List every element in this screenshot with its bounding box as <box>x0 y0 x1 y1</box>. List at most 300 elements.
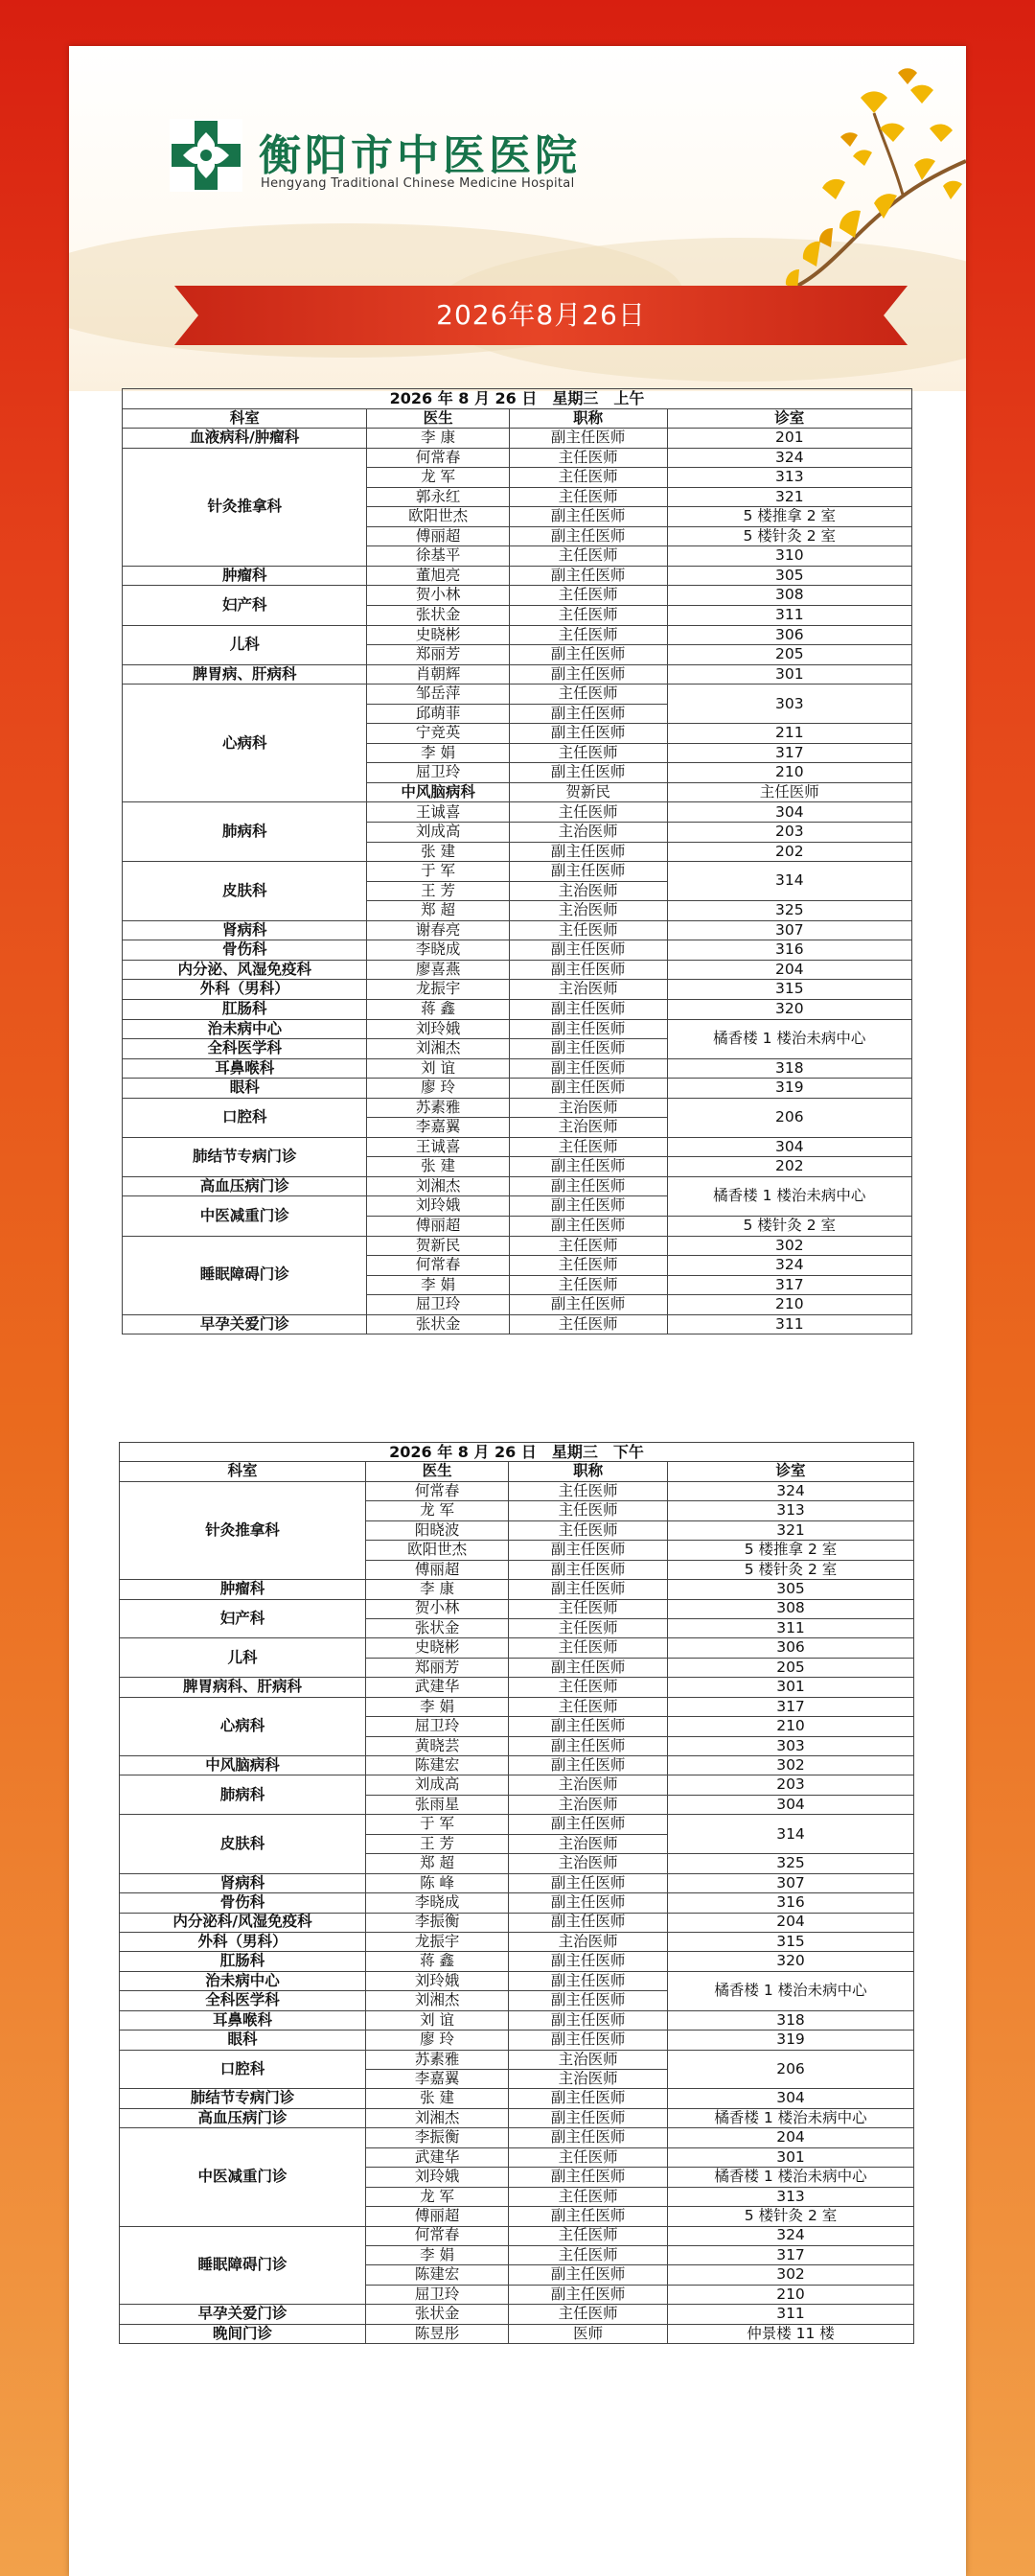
title-cell: 主任医师 <box>509 468 667 488</box>
doctor-cell: 张状金 <box>367 606 509 626</box>
doctor-cell: 蒋 鑫 <box>365 1952 508 1971</box>
department-cell: 全科医学科 <box>120 1991 366 2010</box>
department-cell: 肿瘤科 <box>120 1580 366 1599</box>
column-header: 医生 <box>365 1462 508 1481</box>
doctor-cell: 何常春 <box>365 2226 508 2245</box>
department-cell: 中医减重门诊 <box>120 2128 366 2226</box>
department-cell: 肾病科 <box>120 1873 366 1892</box>
title-cell: 主任医师 <box>509 2147 668 2167</box>
department-cell: 高血压病门诊 <box>120 2108 366 2127</box>
department-cell: 骨伤科 <box>123 940 367 961</box>
title-cell: 医师 <box>509 2324 668 2343</box>
doctor-cell: 李振衡 <box>365 1913 508 1932</box>
department-cell: 肾病科 <box>123 920 367 940</box>
title-cell: 副主任医师 <box>509 999 667 1019</box>
doctor-cell: 李 娟 <box>365 2245 508 2264</box>
title-cell: 主治医师 <box>509 2050 668 2069</box>
table-row <box>120 2031 914 2050</box>
ginkgo-branch-icon <box>778 56 966 314</box>
doctor-cell: 傅丽超 <box>365 2207 508 2226</box>
doctor-cell: 刘玲娥 <box>367 1196 509 1217</box>
table-header-row <box>120 1462 914 1481</box>
table-row <box>123 625 912 645</box>
table-row <box>123 1314 912 1334</box>
hospital-name: 衡阳市中医医院 <box>259 131 581 180</box>
room-cell: 205 <box>667 645 911 665</box>
doctor-cell: 傅丽超 <box>367 1216 509 1236</box>
department-cell: 肛肠科 <box>120 1952 366 1971</box>
title-cell: 主任医师 <box>509 1520 668 1540</box>
title-cell: 副主任医师 <box>509 1658 668 1677</box>
department-cell: 肺结节专病门诊 <box>120 2089 366 2108</box>
doctor-cell: 董旭亮 <box>367 566 509 586</box>
department-cell: 全科医学科 <box>123 1039 367 1059</box>
room-cell: 308 <box>667 586 911 606</box>
room-cell: 204 <box>668 1913 914 1932</box>
room-cell: 橘香楼 1 楼治未病中心 <box>668 2108 914 2127</box>
doctor-cell: 李 娟 <box>365 1697 508 1716</box>
room-cell: 5 楼针灸 2 室 <box>668 2207 914 2226</box>
morning-schedule-table <box>122 388 912 1334</box>
column-header: 科室 <box>120 1462 366 1481</box>
title-cell: 主治医师 <box>509 901 667 921</box>
room-cell: 321 <box>668 1520 914 1540</box>
room-cell: 203 <box>667 823 911 843</box>
doctor-cell: 郑丽芳 <box>365 1658 508 1677</box>
title-cell: 副主任医师 <box>509 2010 668 2030</box>
doctor-cell: 陈 峰 <box>365 1873 508 1892</box>
room-cell: 302 <box>668 1756 914 1775</box>
table-row <box>120 1893 914 1913</box>
table-row <box>123 1058 912 1079</box>
room-cell: 210 <box>667 763 911 783</box>
doctor-cell: 王诚喜 <box>367 1137 509 1157</box>
room-cell: 202 <box>667 1157 911 1177</box>
doctor-cell: 武建华 <box>365 2147 508 2167</box>
title-cell: 主治医师 <box>509 1118 667 1138</box>
room-cell: 206 <box>667 1098 911 1137</box>
room-cell: 橘香楼 1 楼治未病中心 <box>667 1176 911 1216</box>
room-cell: 305 <box>668 1580 914 1599</box>
doctor-cell: 贺小林 <box>367 586 509 606</box>
room-cell: 307 <box>667 920 911 940</box>
title-cell: 主任医师 <box>509 1481 668 1500</box>
doctor-cell: 傅丽超 <box>367 526 509 546</box>
doctor-cell: 屈卫玲 <box>367 1295 509 1315</box>
title-cell: 副主任医师 <box>509 1176 667 1196</box>
title-cell: 副主任医师 <box>509 1952 668 1971</box>
title-cell: 副主任医师 <box>509 2108 668 2127</box>
room-cell: 210 <box>667 1295 911 1315</box>
department-cell: 心病科 <box>123 685 367 802</box>
title-cell: 主任医师 <box>509 625 667 645</box>
title-cell: 主任医师 <box>509 1137 667 1157</box>
room-cell: 311 <box>667 1314 911 1334</box>
department-cell: 内分泌、风湿免疫科 <box>123 960 367 980</box>
room-cell: 315 <box>668 1932 914 1951</box>
room-cell: 204 <box>667 960 911 980</box>
department-cell: 皮肤科 <box>123 862 367 921</box>
doctor-cell: 肖朝辉 <box>367 664 509 685</box>
title-cell: 主任医师 <box>509 1314 667 1334</box>
department-cell: 肺病科 <box>120 1775 366 1815</box>
doctor-cell: 何常春 <box>367 1256 509 1276</box>
afternoon-schedule-table <box>119 1442 914 2344</box>
title-cell: 主任医师 <box>509 743 667 763</box>
department-cell: 耳鼻喉科 <box>123 1058 367 1079</box>
room-cell: 304 <box>667 802 911 823</box>
department-cell: 治未病中心 <box>120 1971 366 1990</box>
room-cell: 324 <box>668 2226 914 2245</box>
room-cell: 318 <box>667 1058 911 1079</box>
department-cell: 血液病科/肿瘤科 <box>123 429 367 449</box>
room-cell: 314 <box>668 1815 914 1854</box>
department-cell: 睡眠障碍门诊 <box>120 2226 366 2305</box>
table-row <box>120 1815 914 1834</box>
table-row <box>120 1952 914 1971</box>
title-cell: 主任医师 <box>509 685 667 705</box>
table-row <box>120 1697 914 1716</box>
doctor-cell: 徐基平 <box>367 546 509 567</box>
table-row <box>120 1913 914 1932</box>
department-cell: 早孕关爱门诊 <box>123 1314 367 1334</box>
title-cell: 副主任医师 <box>509 1736 668 1755</box>
room-cell: 316 <box>668 1893 914 1913</box>
doctor-cell: 刘成高 <box>365 1775 508 1795</box>
doctor-cell: 刘湘杰 <box>367 1039 509 1059</box>
table-row <box>123 920 912 940</box>
title-cell: 主任医师 <box>509 920 667 940</box>
title-cell: 主任医师 <box>509 2226 668 2245</box>
table-row <box>120 2089 914 2108</box>
room-cell: 橘香楼 1 楼治未病中心 <box>668 2168 914 2187</box>
title-cell: 副主任医师 <box>509 1039 667 1059</box>
doctor-cell: 王 芳 <box>367 881 509 901</box>
table-row <box>120 1638 914 1658</box>
table-row <box>123 586 912 606</box>
room-cell: 302 <box>668 2265 914 2285</box>
department-cell: 中风脑病科 <box>120 1756 366 1775</box>
room-cell: 320 <box>667 999 911 1019</box>
title-cell: 副主任医师 <box>509 1893 668 1913</box>
room-cell: 306 <box>667 625 911 645</box>
department-cell: 中医减重门诊 <box>123 1196 367 1236</box>
table-row <box>120 1599 914 1618</box>
title-cell: 副主任医师 <box>509 1196 667 1217</box>
table-row <box>120 2108 914 2127</box>
doctor-cell: 刘 谊 <box>365 2010 508 2030</box>
department-cell: 中风脑病科 <box>367 782 509 802</box>
room-cell: 301 <box>667 664 911 685</box>
table-row <box>120 1481 914 1500</box>
doctor-cell: 阳晓波 <box>365 1520 508 1540</box>
title-cell: 主治医师 <box>509 1932 668 1951</box>
title-cell: 副主任医师 <box>509 862 667 882</box>
department-cell: 针灸推拿科 <box>123 448 367 566</box>
title-cell: 主治医师 <box>509 1098 667 1118</box>
doctor-cell: 傅丽超 <box>365 1560 508 1579</box>
hospital-logo-icon <box>170 119 242 192</box>
room-cell: 319 <box>668 2031 914 2050</box>
room-cell: 325 <box>668 1854 914 1873</box>
table-row <box>123 1236 912 1256</box>
doctor-cell: 史晓彬 <box>365 1638 508 1658</box>
doctor-cell: 欧阳世杰 <box>365 1541 508 1560</box>
title-cell: 副主任医师 <box>509 1079 667 1099</box>
room-cell: 304 <box>668 1795 914 1814</box>
title-cell: 主任医师 <box>509 1256 667 1276</box>
room-cell: 202 <box>667 842 911 862</box>
doctor-cell: 李嘉翼 <box>365 2070 508 2089</box>
table-caption: 2026 年 8 月 26 日 星期三 上午 <box>123 389 912 409</box>
table-header-row <box>123 408 912 429</box>
doctor-cell: 张状金 <box>365 1618 508 1637</box>
department-cell: 脾胃病、肝病科 <box>123 664 367 685</box>
department-cell: 早孕关爱门诊 <box>120 2305 366 2324</box>
title-cell: 副主任医师 <box>509 664 667 685</box>
doctor-cell: 屈卫玲 <box>365 2285 508 2304</box>
schedule-panel <box>69 46 966 2576</box>
title-cell: 副主任医师 <box>509 2168 668 2187</box>
column-header: 诊室 <box>668 1462 914 1481</box>
doctor-cell: 刘玲娥 <box>367 1019 509 1039</box>
room-cell: 317 <box>668 2245 914 2264</box>
department-cell: 肿瘤科 <box>123 566 367 586</box>
doctor-cell: 刘玲娥 <box>365 2168 508 2187</box>
department-cell: 肺病科 <box>123 802 367 862</box>
doctor-cell: 贺小林 <box>365 1599 508 1618</box>
doctor-cell: 龙振宇 <box>367 980 509 1000</box>
doctor-cell: 屈卫玲 <box>365 1717 508 1736</box>
doctor-cell: 龙 军 <box>365 1501 508 1520</box>
department-cell: 眼科 <box>123 1079 367 1099</box>
room-cell: 313 <box>667 468 911 488</box>
doctor-cell: 黄晓芸 <box>365 1736 508 1755</box>
room-cell: 313 <box>668 2187 914 2206</box>
table-row <box>120 2010 914 2030</box>
column-header: 职称 <box>509 408 667 429</box>
room-cell: 317 <box>667 1275 911 1295</box>
title-cell: 副主任医师 <box>509 645 667 665</box>
table-row <box>123 980 912 1000</box>
room-cell: 306 <box>668 1638 914 1658</box>
department-cell: 晚间门诊 <box>120 2324 366 2343</box>
title-cell: 副主任医师 <box>509 1717 668 1736</box>
doctor-cell: 郑 超 <box>367 901 509 921</box>
doctor-cell: 郑 超 <box>365 1854 508 1873</box>
room-cell: 318 <box>668 2010 914 2030</box>
title-cell: 主治医师 <box>509 1854 668 1873</box>
hospital-name-english: Hengyang Traditional Chinese Medicine Hospital <box>261 176 575 191</box>
doctor-cell: 郑丽芳 <box>367 645 509 665</box>
doctor-cell: 李晓成 <box>367 940 509 961</box>
doctor-cell: 蒋 鑫 <box>367 999 509 1019</box>
room-cell: 313 <box>668 1501 914 1520</box>
title-cell: 副主任医师 <box>509 566 667 586</box>
department-cell: 妇产科 <box>120 1599 366 1638</box>
department-cell: 内分泌科/风湿免疫科 <box>120 1913 366 1932</box>
room-cell: 201 <box>667 429 911 449</box>
department-cell: 口腔科 <box>120 2050 366 2089</box>
title-cell: 副主任医师 <box>509 1560 668 1579</box>
room-cell: 5 楼针灸 2 室 <box>668 1560 914 1579</box>
column-header: 诊室 <box>667 408 911 429</box>
room-cell: 橘香楼 1 楼治未病中心 <box>667 1019 911 1058</box>
title-cell: 副主任医师 <box>509 429 667 449</box>
doctor-cell: 李振衡 <box>365 2128 508 2147</box>
department-cell: 儿科 <box>120 1638 366 1678</box>
title-cell: 副主任医师 <box>509 1216 667 1236</box>
title-cell: 主任医师 <box>509 487 667 507</box>
doctor-cell: 张 建 <box>367 842 509 862</box>
title-cell: 副主任医师 <box>509 1157 667 1177</box>
room-cell: 303 <box>667 685 911 724</box>
doctor-cell: 廖喜燕 <box>367 960 509 980</box>
table-row <box>120 2128 914 2147</box>
title-cell: 副主任医师 <box>509 2031 668 2050</box>
doctor-cell: 李嘉翼 <box>367 1118 509 1138</box>
room-cell: 仲景楼 11 楼 <box>668 2324 914 2343</box>
table-row <box>123 862 912 882</box>
doctor-cell: 李晓成 <box>365 1893 508 1913</box>
table-row <box>123 960 912 980</box>
department-cell: 骨伤科 <box>120 1893 366 1913</box>
title-cell: 主任医师 <box>509 1501 668 1520</box>
room-cell: 5 楼针灸 2 室 <box>667 1216 911 1236</box>
doctor-cell: 欧阳世杰 <box>367 507 509 527</box>
doctor-cell: 刘湘杰 <box>367 1176 509 1196</box>
table-row <box>123 940 912 961</box>
doctor-cell: 陈建宏 <box>365 1756 508 1775</box>
title-cell: 副主任医师 <box>509 1058 667 1079</box>
title-cell: 主治医师 <box>509 823 667 843</box>
room-cell: 316 <box>667 940 911 961</box>
room-cell: 302 <box>667 1236 911 1256</box>
title-cell: 主任医师 <box>509 1275 667 1295</box>
table-row <box>120 1932 914 1951</box>
table-row <box>120 2324 914 2343</box>
room-cell: 211 <box>667 724 911 744</box>
title-cell: 主任医师 <box>509 606 667 626</box>
title-cell: 主治医师 <box>509 1834 668 1853</box>
room-cell: 210 <box>668 1717 914 1736</box>
table-row <box>123 802 912 823</box>
room-cell: 308 <box>668 1599 914 1618</box>
room-cell: 203 <box>668 1775 914 1795</box>
department-cell: 肛肠科 <box>123 999 367 1019</box>
title-cell: 副主任医师 <box>509 2285 668 2304</box>
doctor-cell: 屈卫玲 <box>367 763 509 783</box>
room-cell: 5 楼推拿 2 室 <box>668 1541 914 1560</box>
department-cell: 耳鼻喉科 <box>120 2010 366 2030</box>
title-cell: 副主任医师 <box>509 1913 668 1932</box>
title-cell: 副主任医师 <box>509 724 667 744</box>
doctor-cell: 刘 谊 <box>367 1058 509 1079</box>
title-cell: 主任医师 <box>509 1638 668 1658</box>
table-row <box>120 1580 914 1599</box>
doctor-cell: 龙 军 <box>367 468 509 488</box>
title-cell: 副主任医师 <box>509 842 667 862</box>
department-cell: 心病科 <box>120 1697 366 1755</box>
doctor-cell: 陈昱彤 <box>365 2324 508 2343</box>
department-cell: 口腔科 <box>123 1098 367 1137</box>
table-row <box>123 1176 912 1196</box>
room-cell: 311 <box>668 2305 914 2324</box>
room-cell: 橘香楼 1 楼治未病中心 <box>668 1971 914 2010</box>
department-cell: 脾胃病科、肝病科 <box>120 1678 366 1697</box>
title-cell: 副主任医师 <box>509 2207 668 2226</box>
department-cell: 肺结节专病门诊 <box>123 1137 367 1176</box>
room-cell: 5 楼推拿 2 室 <box>667 507 911 527</box>
doctor-cell: 王诚喜 <box>367 802 509 823</box>
doctor-cell: 张状金 <box>367 1314 509 1334</box>
doctor-cell: 李 康 <box>367 429 509 449</box>
doctor-cell: 苏素雅 <box>365 2050 508 2069</box>
doctor-cell: 邱萌菲 <box>367 704 509 724</box>
doctor-cell: 李 康 <box>365 1580 508 1599</box>
title-cell: 主任医师 <box>509 546 667 567</box>
room-cell: 324 <box>668 1481 914 1500</box>
table-row <box>123 1137 912 1157</box>
table-row <box>123 664 912 685</box>
table-row <box>123 1079 912 1099</box>
table-row <box>123 1098 912 1118</box>
doctor-cell: 廖 玲 <box>365 2031 508 2050</box>
title-cell: 主治医师 <box>509 881 667 901</box>
room-cell: 303 <box>668 1736 914 1755</box>
title-cell: 副主任医师 <box>509 526 667 546</box>
doctor-cell: 邹岳萍 <box>367 685 509 705</box>
title-cell: 主治医师 <box>509 1795 668 1814</box>
doctor-cell: 于 军 <box>365 1815 508 1834</box>
doctor-cell: 张状金 <box>365 2305 508 2324</box>
table-row <box>120 2050 914 2069</box>
doctor-cell: 张雨星 <box>365 1795 508 1814</box>
title-cell: 主任医师 <box>509 586 667 606</box>
room-cell: 301 <box>668 1678 914 1697</box>
doctor-cell: 刘成高 <box>367 823 509 843</box>
doctor-cell: 陈建宏 <box>365 2265 508 2285</box>
title-cell: 副主任医师 <box>509 1873 668 1892</box>
title-cell: 主任医师 <box>509 448 667 468</box>
table-row <box>123 1019 912 1039</box>
table-row <box>123 999 912 1019</box>
department-cell: 治未病中心 <box>123 1019 367 1039</box>
doctor-cell: 李 娟 <box>367 1275 509 1295</box>
title-cell: 主任医师 <box>667 782 911 802</box>
table-caption-row <box>120 1443 914 1462</box>
title-cell: 主治医师 <box>509 2070 668 2089</box>
title-cell: 主任医师 <box>509 2187 668 2206</box>
title-cell: 主任医师 <box>509 1599 668 1618</box>
title-cell: 副主任医师 <box>509 1756 668 1775</box>
table-caption: 2026 年 8 月 26 日 星期三 下午 <box>120 1443 914 1462</box>
room-cell: 305 <box>667 566 911 586</box>
department-cell: 儿科 <box>123 625 367 664</box>
title-cell: 主任医师 <box>509 1697 668 1716</box>
doctor-cell: 何常春 <box>365 1481 508 1500</box>
doctor-cell: 武建华 <box>365 1678 508 1697</box>
title-cell: 副主任医师 <box>509 704 667 724</box>
title-cell: 副主任医师 <box>509 940 667 961</box>
department-cell: 外科（男科） <box>120 1932 366 1951</box>
header <box>69 46 966 391</box>
room-cell: 321 <box>667 487 911 507</box>
title-cell: 副主任医师 <box>509 2128 668 2147</box>
title-cell: 副主任医师 <box>509 1580 668 1599</box>
title-cell: 副主任医师 <box>509 507 667 527</box>
doctor-cell: 贺新民 <box>509 782 667 802</box>
